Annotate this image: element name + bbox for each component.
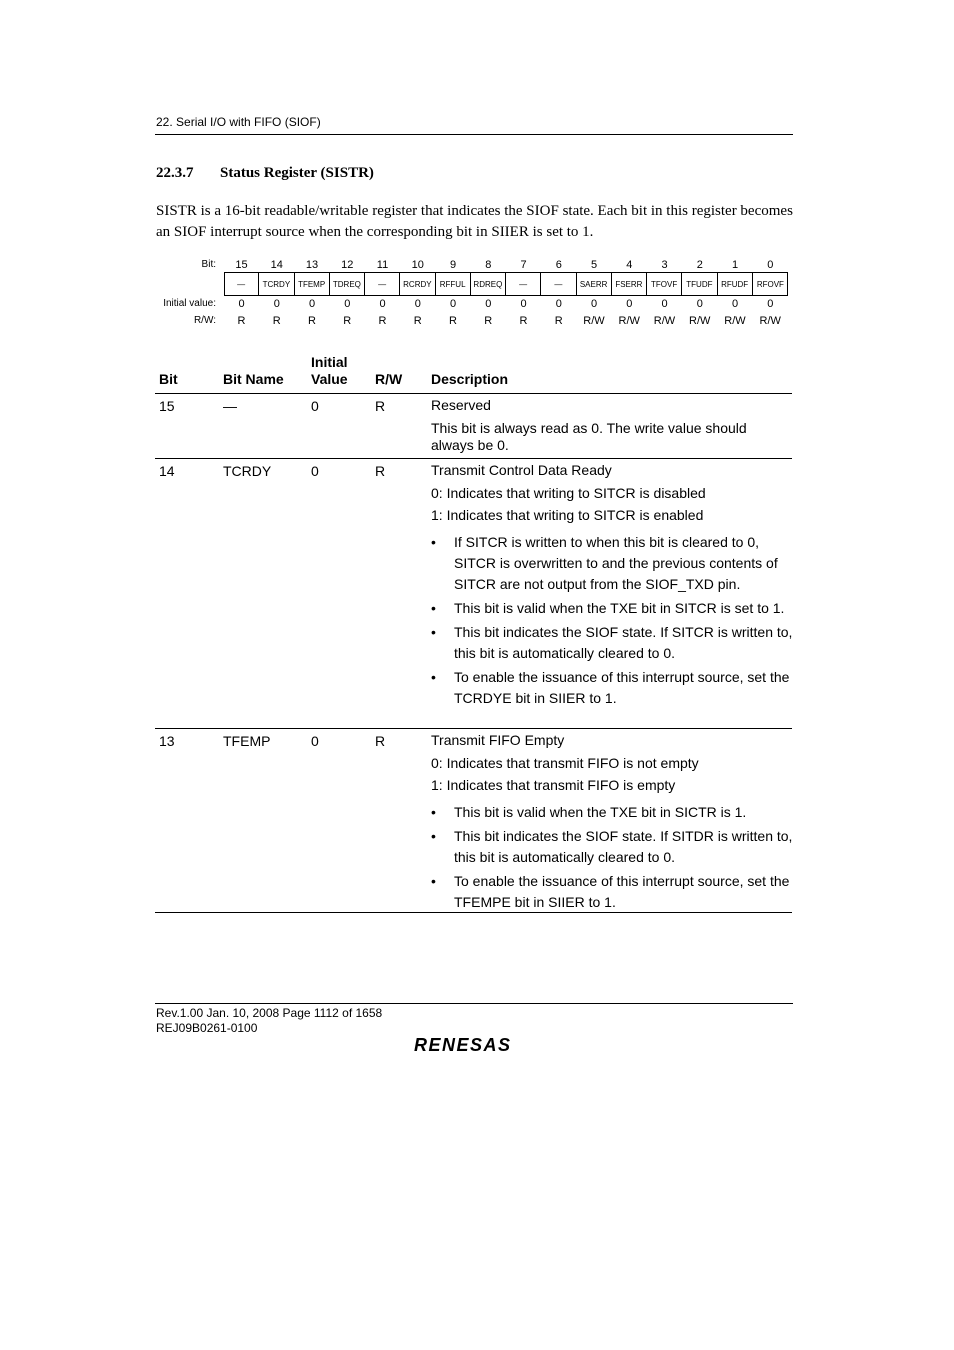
register-bit-name: SAERR bbox=[577, 273, 612, 295]
register-bit-number: 11 bbox=[376, 259, 389, 271]
footer-revision: Rev.1.00 Jan. 10, 2008 Page 1112 of 1658 bbox=[156, 1006, 383, 1020]
register-rw-value: R bbox=[308, 315, 316, 327]
renesas-logo bbox=[412, 1034, 536, 1061]
register-rw-value: R bbox=[378, 315, 387, 327]
register-initial-value: 0 bbox=[520, 298, 527, 310]
renesas-logo-mark bbox=[412, 1034, 536, 1056]
col-name-header: Bit Name bbox=[223, 371, 284, 387]
cell-bit-name: TCRDY bbox=[223, 463, 272, 479]
initial-value-label: Initial value: bbox=[163, 298, 216, 309]
register-bit-number: 13 bbox=[305, 259, 319, 271]
register-bit-name: TCRDY bbox=[259, 273, 294, 295]
footer-rule bbox=[155, 1003, 793, 1004]
register-rw-value: R bbox=[449, 315, 457, 327]
bullet-icon: • bbox=[431, 534, 436, 550]
register-initial-value: 0 bbox=[555, 298, 562, 310]
intro-paragraph: SISTR is a 16-bit readable/writable register that indicates the SIOF state. Each bit in this register becomes an SIOF interrupt source when the corresponding bit in SIIER is set to 1. bbox=[156, 203, 793, 240]
register-rw-value: R bbox=[237, 315, 246, 327]
table-row-rule bbox=[155, 728, 792, 729]
description-line: This bit is always read as 0. The write value should always be 0. bbox=[431, 420, 747, 453]
register-bit-name: — bbox=[506, 273, 541, 295]
cell-initial-value: 0 bbox=[311, 733, 319, 749]
register-rw-value: R bbox=[484, 315, 493, 327]
description-bullet: • To enable the issuance of this interrupt source, set the TCRDYE bit in SIIER to 1. bbox=[431, 669, 790, 706]
svg-text:RENESAS: RENESAS bbox=[414, 1035, 512, 1055]
description-line: Transmit FIFO Empty bbox=[431, 732, 565, 748]
register-rw-value: R bbox=[272, 315, 281, 327]
register-initial-value: 0 bbox=[661, 298, 668, 310]
register-initial-value: 0 bbox=[485, 298, 492, 310]
register-rw-value: R/W bbox=[583, 315, 605, 327]
register-initial-value: 0 bbox=[590, 298, 598, 310]
register-initial-value: 0 bbox=[767, 298, 774, 310]
description-line: Transmit Control Data Ready bbox=[431, 462, 612, 478]
register-initial-value: 0 bbox=[696, 298, 703, 310]
cell-bit: 13 bbox=[159, 733, 175, 749]
cell-rw: R bbox=[375, 733, 386, 749]
register-rw-value: R/W bbox=[759, 315, 781, 327]
bullet-icon: • bbox=[431, 804, 436, 820]
bullet-icon: • bbox=[431, 828, 436, 844]
section-title: Status Register (SISTR) bbox=[220, 165, 374, 181]
register-bit-number: 12 bbox=[341, 259, 354, 271]
description-bullet: • If SITCR is written to when this bit is cleared to 0, SITCR is overwritten to and the previous contents of SITCR are not output from the SIOF_TXD pin. bbox=[431, 534, 778, 592]
header-rule bbox=[155, 134, 793, 135]
description-bullet: • This bit is valid when the TXE bit in SICTR is 1. bbox=[431, 802, 793, 823]
register-bit-number: 10 bbox=[411, 259, 424, 271]
register-rw-value: R/W bbox=[618, 315, 640, 327]
register-bit-name: RDREQ bbox=[471, 273, 506, 295]
description-line: 0: Indicates that writing to SITCR is disabled bbox=[431, 485, 706, 501]
register-initial-value: 0 bbox=[449, 298, 457, 310]
register-bit-name: TFEMP bbox=[295, 273, 330, 295]
register-bit-name: TFUDF bbox=[682, 273, 717, 295]
register-bit-number: 5 bbox=[590, 259, 598, 271]
col-initial-header: Initial Value bbox=[311, 354, 348, 387]
register-initial-value: 0 bbox=[731, 298, 739, 310]
table-header-rule bbox=[155, 393, 792, 394]
table-row-rule bbox=[155, 912, 792, 913]
register-bit-number: 3 bbox=[661, 259, 668, 271]
register-bit-name: — bbox=[365, 273, 400, 295]
running-header: 22. Serial I/O with FIFO (SIOF) bbox=[156, 115, 321, 129]
register-bit-name: RFUDF bbox=[718, 273, 753, 295]
register-initial-value: 0 bbox=[344, 298, 351, 310]
col-bit-header: Bit bbox=[159, 371, 178, 387]
register-bit-number: 1 bbox=[731, 259, 739, 271]
section-heading bbox=[156, 165, 374, 182]
description-line: 1: Indicates that writing to SITCR is enabled bbox=[431, 507, 704, 523]
register-rw-value: R bbox=[519, 315, 528, 327]
register-bit-number: 0 bbox=[767, 259, 774, 271]
cell-description bbox=[431, 732, 793, 916]
footer-doc-number: REJ09B0261-0100 bbox=[156, 1021, 258, 1035]
description-bullet: • This bit indicates the SIOF state. If SITDR is written to, this bit is automatically cleared to 0. bbox=[431, 828, 793, 865]
register-bit-name: RCRDY bbox=[400, 273, 435, 295]
bullet-icon: • bbox=[431, 873, 436, 889]
description-line: Reserved bbox=[431, 397, 491, 413]
cell-bit: 15 bbox=[159, 398, 175, 414]
register-initial-value: 0 bbox=[379, 298, 386, 310]
cell-initial-value: 0 bbox=[311, 398, 319, 414]
bit-row-label: Bit: bbox=[201, 259, 216, 270]
register-rw-value: R/W bbox=[689, 315, 711, 327]
bullet-icon: • bbox=[431, 624, 436, 640]
description-line: 1: Indicates that transmit FIFO is empty bbox=[431, 777, 676, 793]
register-bit-name: TFOVF bbox=[647, 273, 682, 295]
register-initial-value: 0 bbox=[273, 298, 280, 310]
register-bit-name: — bbox=[224, 273, 259, 295]
table-row-rule bbox=[155, 458, 792, 459]
register-bit-number: 14 bbox=[270, 259, 283, 271]
cell-description bbox=[431, 397, 793, 459]
register-initial-value: 0 bbox=[238, 298, 245, 310]
register-bit-number: 6 bbox=[555, 259, 562, 271]
cell-bit-name: — bbox=[223, 398, 237, 414]
description-bullet: • To enable the issuance of this interrupt source, set the TFEMPE bit in SIIER to 1. bbox=[431, 873, 790, 910]
bullet-icon: • bbox=[431, 669, 436, 685]
register-bit-name: TDREQ bbox=[330, 273, 365, 295]
section-number: 22.3.7 bbox=[156, 165, 194, 181]
col-description-header: Description bbox=[431, 371, 509, 387]
register-rw-value: R bbox=[413, 315, 422, 327]
rw-label: R/W: bbox=[193, 315, 216, 326]
register-bit-number: 9 bbox=[449, 259, 457, 271]
register-rw-value: R/W bbox=[653, 315, 676, 327]
register-rw-value: R bbox=[343, 315, 352, 327]
register-bit-name: RFFUL bbox=[436, 273, 471, 295]
description-bullet: • This bit is valid when the TXE bit in SITCR is set to 1. bbox=[431, 598, 793, 619]
description-line: 0: Indicates that transmit FIFO is not empty bbox=[431, 755, 699, 771]
cell-initial-value: 0 bbox=[311, 463, 319, 479]
register-initial-value: 0 bbox=[626, 298, 633, 310]
cell-rw: R bbox=[375, 463, 386, 479]
cell-rw: R bbox=[375, 398, 386, 414]
table-header bbox=[155, 352, 792, 394]
register-bit-number: 15 bbox=[235, 259, 248, 271]
cell-bit: 14 bbox=[159, 463, 175, 479]
cell-bit-name: TFEMP bbox=[223, 733, 271, 749]
description-bullet: • This bit indicates the SIOF state. If SITCR is written to, this bit is automatically cleared to 0. bbox=[431, 624, 793, 661]
register-bit-number: 4 bbox=[626, 259, 633, 271]
register-bit-name: RFOVF bbox=[756, 279, 784, 289]
register-initial-value: 0 bbox=[414, 298, 421, 310]
register-bit-number: 7 bbox=[520, 259, 527, 271]
bullet-icon: • bbox=[431, 600, 436, 616]
register-rw-value: R/W bbox=[724, 315, 746, 327]
register-bit-number: 2 bbox=[696, 259, 703, 271]
register-bit-name: — bbox=[541, 273, 576, 295]
register-bit-number: 8 bbox=[485, 259, 492, 271]
register-rw-value: R bbox=[554, 315, 563, 327]
register-bit-name: FSERR bbox=[612, 273, 647, 295]
register-initial-value: 0 bbox=[308, 298, 316, 310]
cell-description bbox=[431, 462, 793, 712]
col-rw-header: R/W bbox=[375, 371, 403, 387]
